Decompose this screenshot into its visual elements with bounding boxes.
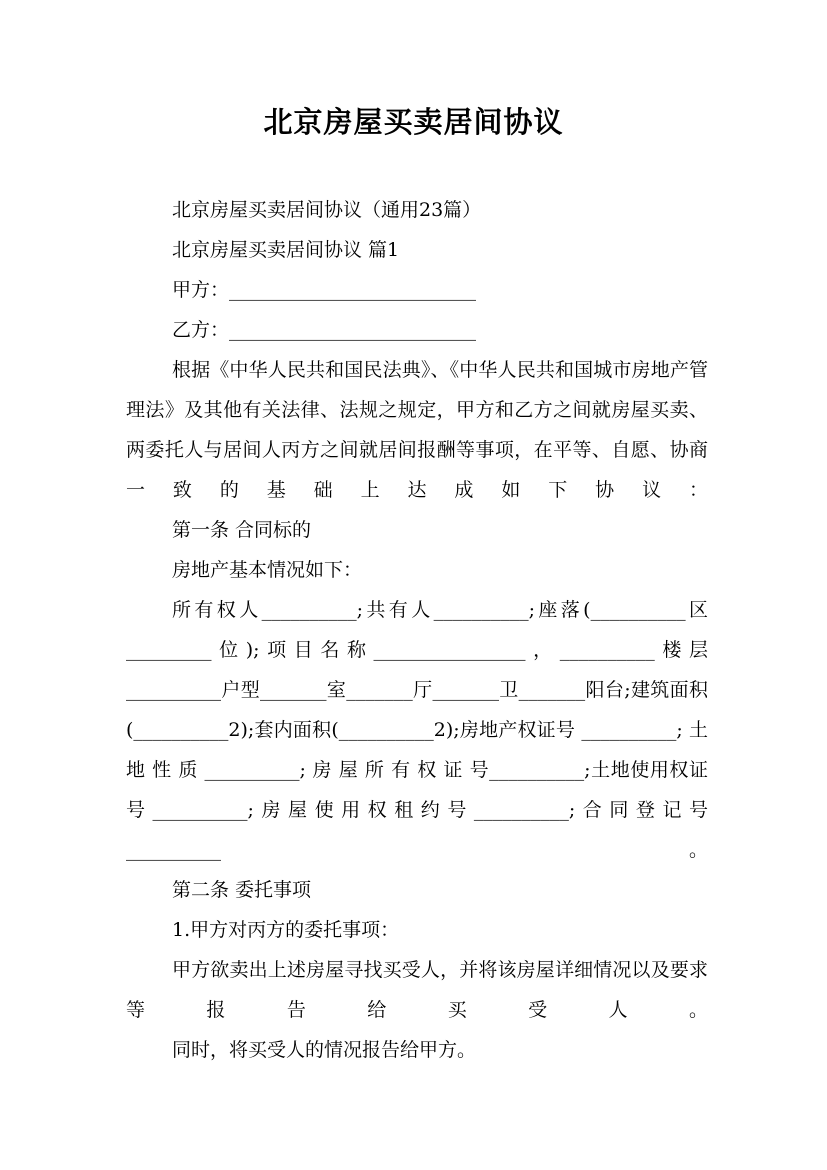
article-2-heading: 第二条 委托事项 xyxy=(172,879,312,901)
paragraph-property-details: 所有权人__________;共有人__________;座落(__________区_________位);项目名称________________，__________楼层__________户型_______室_______厅_______卫_______阳台;建筑面积(__________2);套内面积(__________2);房地产权证号 __________; 土 地 性 质 __________; 房 屋 所 有 权 证 号__________;土地使用权证号__________;房屋使用权租约号__________;合同登记号__________。 xyxy=(126,599,708,861)
document-title: 北京房屋买卖居间协议 xyxy=(263,105,564,139)
document-body xyxy=(126,190,708,1070)
paragraph-commission-item: 1.甲方对丙方的委托事项： xyxy=(172,919,400,941)
paragraph-commission-detail: 甲方欲卖出上述房屋寻找买受人，并将该房屋详细情况以及要求等报告给买受人。 xyxy=(126,959,708,1021)
paragraph-subtitle: 北京房屋买卖居间协议（通用23篇） xyxy=(172,199,482,221)
paragraph-property-intro: 房地产基本情况如下： xyxy=(172,559,363,581)
paragraph-preamble: 根据《中华人民共和国民法典》、《中华人民共和国城市房地产管理法》及其他有关法律、法规之规定，甲方和乙方之间就房屋买卖、两委托人与居间人丙方之间就居间报酬等事项，在平等、自愿、协商一致的基础上达成如下协议： xyxy=(126,359,708,501)
party-b-line: 乙方：__________________________ xyxy=(172,319,477,341)
paragraph-section-heading: 北京房屋买卖居间协议 篇1 xyxy=(172,239,400,261)
party-a-line: 甲方：__________________________ xyxy=(172,279,477,301)
article-1-heading: 第一条 合同标的 xyxy=(172,519,312,541)
paragraph-commission-report: 同时，将买受人的情况报告给甲方。 xyxy=(172,1039,477,1061)
